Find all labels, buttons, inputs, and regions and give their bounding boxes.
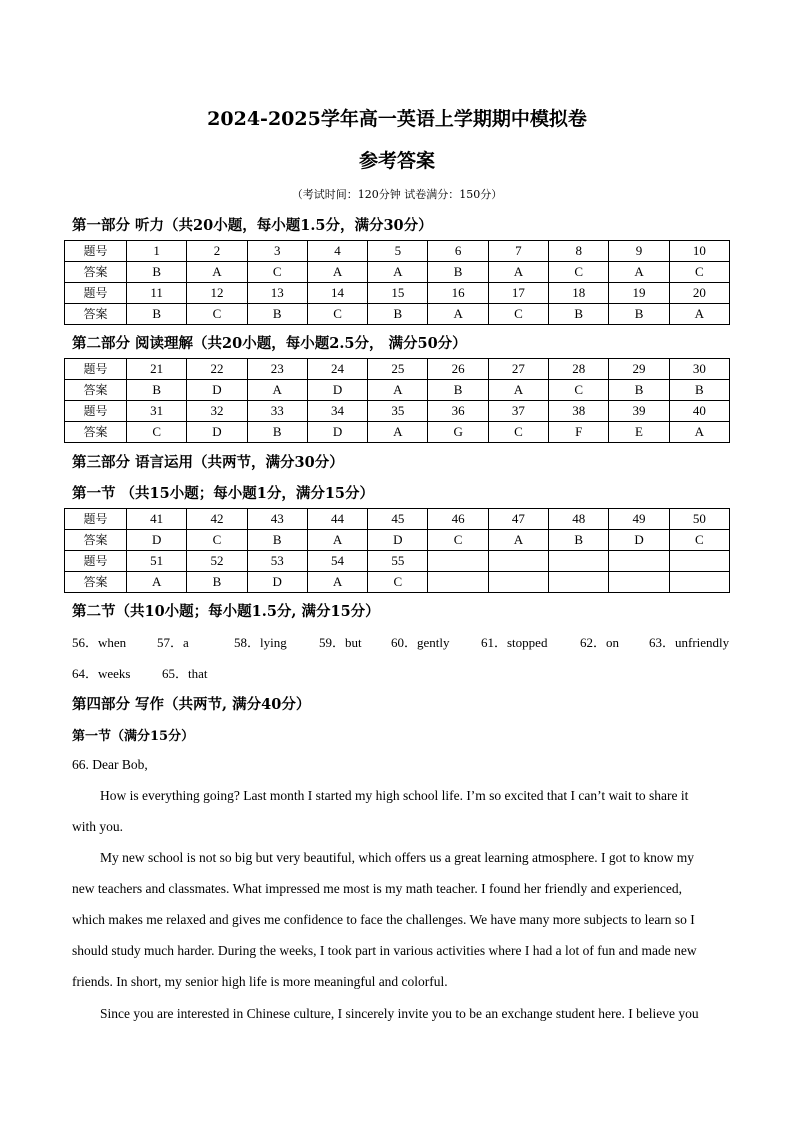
question-number: 31 <box>127 401 187 422</box>
question-number: 5 <box>368 241 428 262</box>
answer-key-title: 参考答案 <box>358 150 435 172</box>
row-label: 题号 <box>65 401 127 422</box>
question-number: 33 <box>247 401 307 422</box>
question-number: 27 <box>488 359 548 380</box>
question-number: 14 <box>307 283 367 304</box>
question-number: 36 <box>428 401 488 422</box>
empty-cell <box>669 551 729 572</box>
question-number: 39 <box>609 401 669 422</box>
answer-cell: C <box>187 530 247 551</box>
answer-cell: F <box>549 422 609 443</box>
answer-cell: A <box>488 530 548 551</box>
answer-cell: C <box>307 304 367 325</box>
answer-cell: C <box>428 530 488 551</box>
answer-cell: B <box>127 304 187 325</box>
table-row <box>65 551 730 572</box>
answer-cell: B <box>609 304 669 325</box>
empty-cell <box>428 551 488 572</box>
cloze-answer: 64．weeks <box>72 666 131 681</box>
answer-cell: C <box>247 262 307 283</box>
answer-cell: E <box>609 422 669 443</box>
empty-cell <box>609 551 669 572</box>
part4-section1-heading: 第一节（满分15分） <box>72 729 195 744</box>
answer-cell: D <box>247 572 307 593</box>
row-label: 答案 <box>65 530 127 551</box>
answer-cell: A <box>127 572 187 593</box>
exam-time-note: （考试时间：120分钟 试卷满分：150分） <box>291 188 503 201</box>
part3-section1-heading: 第一节 （共15小题；每小题1分，满分15分） <box>72 485 374 502</box>
question-number: 38 <box>549 401 609 422</box>
question-number: 53 <box>247 551 307 572</box>
empty-cell <box>488 551 548 572</box>
part3-answer-table <box>64 508 730 593</box>
part4-heading: 第四部分 写作（共两节, 满分40分） <box>72 696 311 713</box>
answer-cell: B <box>247 530 307 551</box>
answer-cell: A <box>368 262 428 283</box>
empty-cell <box>428 572 488 593</box>
answer-cell: B <box>247 304 307 325</box>
answer-cell: B <box>428 380 488 401</box>
question-number: 47 <box>488 509 548 530</box>
answer-cell: D <box>307 422 367 443</box>
answer-cell: B <box>669 380 729 401</box>
exam-title: 2024-2025学年高一英语上学期期中模拟卷 <box>207 108 587 130</box>
question-number: 34 <box>307 401 367 422</box>
answer-cell: A <box>307 530 367 551</box>
question-number: 52 <box>187 551 247 572</box>
answer-cell: C <box>669 262 729 283</box>
answer-cell: A <box>609 262 669 283</box>
row-label: 答案 <box>65 262 127 283</box>
answer-cell: A <box>669 304 729 325</box>
essay-line: friends. In short, my senior high life is more meaningful and colorful. <box>72 974 448 989</box>
question-number: 6 <box>428 241 488 262</box>
empty-cell <box>669 572 729 593</box>
table-row <box>65 422 730 443</box>
question-number: 22 <box>187 359 247 380</box>
question-number: 54 <box>307 551 367 572</box>
part3-heading: 第三部分 语言运用（共两节，满分30分） <box>72 454 344 471</box>
essay-line: with you. <box>72 819 124 834</box>
answer-cell: A <box>307 262 367 283</box>
table-row <box>65 283 730 304</box>
cloze-answers-line-2 <box>72 663 208 682</box>
question-number: 19 <box>609 283 669 304</box>
cloze-answer: 65．that <box>162 666 208 681</box>
question-number: 50 <box>669 509 729 530</box>
question-number: 42 <box>187 509 247 530</box>
answer-cell: A <box>187 262 247 283</box>
answer-cell: C <box>549 380 609 401</box>
answer-cell: D <box>127 530 187 551</box>
essay-line: Since you are interested in Chinese culture, I sincerely invite you to be an exchange student here. I believe you <box>100 1006 699 1021</box>
table-row <box>65 359 730 380</box>
row-label: 题号 <box>65 283 127 304</box>
question-number: 15 <box>368 283 428 304</box>
answer-cell: A <box>307 572 367 593</box>
question-number: 29 <box>609 359 669 380</box>
question-number: 24 <box>307 359 367 380</box>
cloze-answer: 57．a <box>157 635 189 650</box>
answer-cell: G <box>428 422 488 443</box>
answer-cell: D <box>368 530 428 551</box>
part1-heading: 第一部分 听力（共20小题，每小题1.5分，满分30分） <box>72 217 433 234</box>
question-number: 10 <box>669 241 729 262</box>
table-row <box>65 380 730 401</box>
empty-cell <box>549 551 609 572</box>
answer-cell: C <box>549 262 609 283</box>
question-number: 46 <box>428 509 488 530</box>
answer-cell: A <box>488 262 548 283</box>
part3-section2-heading: 第二节（共10小题；每小题1.5分, 满分15分） <box>72 603 380 620</box>
question-number: 2 <box>187 241 247 262</box>
question-number: 21 <box>127 359 187 380</box>
answer-cell: B <box>549 304 609 325</box>
question-number: 13 <box>247 283 307 304</box>
cloze-answer: 56．when <box>72 635 127 650</box>
essay-line: How is everything going? Last month I started my high school life. I’m so excited that I can’t wait to share it <box>100 788 689 803</box>
question-number: 12 <box>187 283 247 304</box>
question-number: 23 <box>247 359 307 380</box>
row-label: 题号 <box>65 241 127 262</box>
answer-cell: C <box>488 422 548 443</box>
essay-line: should study much harder. During the weeks, I took part in various activities where I had a lot of fun and made new <box>72 943 697 958</box>
question-number: 16 <box>428 283 488 304</box>
empty-cell <box>488 572 548 593</box>
question-number: 37 <box>488 401 548 422</box>
cloze-answer: 61．stopped <box>481 635 548 650</box>
row-label: 题号 <box>65 509 127 530</box>
question-number: 7 <box>488 241 548 262</box>
question-number: 49 <box>609 509 669 530</box>
question-number: 44 <box>307 509 367 530</box>
cloze-answers-line-1 <box>72 632 729 651</box>
table-row <box>65 401 730 422</box>
question-number: 18 <box>549 283 609 304</box>
question-number: 35 <box>368 401 428 422</box>
essay-line: which makes me relaxed and gives me confidence to face the challenges. We have many more subjects to learn so I <box>72 912 695 927</box>
row-label: 答案 <box>65 304 127 325</box>
question-number: 55 <box>368 551 428 572</box>
answer-cell: B <box>368 304 428 325</box>
answer-cell: C <box>127 422 187 443</box>
row-label: 题号 <box>65 359 127 380</box>
question-number: 43 <box>247 509 307 530</box>
essay-greeting: 66. Dear Bob, <box>72 757 148 772</box>
question-number: 51 <box>127 551 187 572</box>
answer-cell: D <box>187 422 247 443</box>
answer-cell: A <box>368 380 428 401</box>
answer-cell: D <box>609 530 669 551</box>
essay-line: My new school is not so big but very beautiful, which offers us a great learning atmosphere. I got to know my <box>100 850 695 865</box>
answer-cell: B <box>609 380 669 401</box>
question-number: 9 <box>609 241 669 262</box>
question-number: 26 <box>428 359 488 380</box>
question-number: 45 <box>368 509 428 530</box>
question-number: 25 <box>368 359 428 380</box>
cloze-answer: 62．on <box>580 635 620 650</box>
table-row <box>65 262 730 283</box>
answer-cell: D <box>307 380 367 401</box>
question-number: 48 <box>549 509 609 530</box>
answer-cell: B <box>428 262 488 283</box>
table-row <box>65 509 730 530</box>
row-label: 答案 <box>65 572 127 593</box>
answer-cell: C <box>488 304 548 325</box>
part2-heading: 第二部分 阅读理解（共20小题，每小题2.5分， 满分50分） <box>72 335 467 352</box>
essay-line: new teachers and classmates. What impressed me most is my math teacher. I found her friendly and experienced, <box>72 881 683 896</box>
answer-cell: B <box>187 572 247 593</box>
answer-cell: A <box>368 422 428 443</box>
question-number: 8 <box>549 241 609 262</box>
question-number: 3 <box>247 241 307 262</box>
row-label: 题号 <box>65 551 127 572</box>
table-row <box>65 304 730 325</box>
answer-cell: A <box>428 304 488 325</box>
row-label: 答案 <box>65 380 127 401</box>
question-number: 41 <box>127 509 187 530</box>
question-number: 30 <box>669 359 729 380</box>
answer-cell: B <box>247 422 307 443</box>
answer-cell: C <box>669 530 729 551</box>
cloze-answer: 60．gently <box>391 635 450 650</box>
answer-cell: B <box>549 530 609 551</box>
question-number: 1 <box>127 241 187 262</box>
answer-cell: D <box>187 380 247 401</box>
cloze-answer: 59．but <box>319 635 362 650</box>
question-number: 28 <box>549 359 609 380</box>
answer-cell: B <box>127 262 187 283</box>
question-number: 4 <box>307 241 367 262</box>
answer-cell: C <box>368 572 428 593</box>
question-number: 20 <box>669 283 729 304</box>
answer-cell: A <box>669 422 729 443</box>
empty-cell <box>609 572 669 593</box>
answer-cell: C <box>187 304 247 325</box>
question-number: 40 <box>669 401 729 422</box>
answer-cell: B <box>127 380 187 401</box>
answer-cell: A <box>488 380 548 401</box>
answer-cell: A <box>247 380 307 401</box>
question-number: 17 <box>488 283 548 304</box>
table-row <box>65 241 730 262</box>
part1-answer-table <box>64 240 730 325</box>
cloze-answer: 58．lying <box>234 635 287 650</box>
question-number: 32 <box>187 401 247 422</box>
part2-answer-table <box>64 358 730 443</box>
cloze-answer: 63．unfriendly <box>649 635 730 650</box>
table-row <box>65 572 730 593</box>
question-number: 11 <box>127 283 187 304</box>
row-label: 答案 <box>65 422 127 443</box>
empty-cell <box>549 572 609 593</box>
table-row <box>65 530 730 551</box>
